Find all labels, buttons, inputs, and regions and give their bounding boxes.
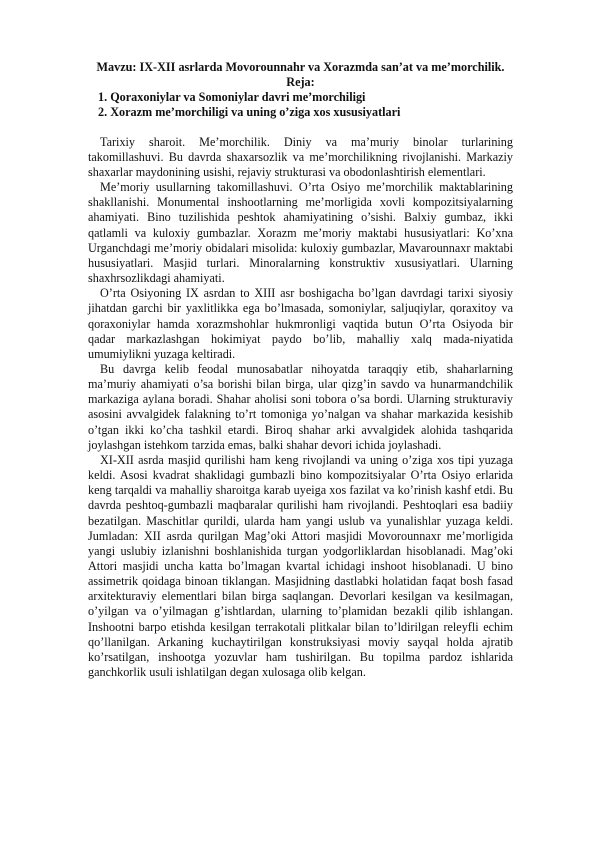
document-title: Mavzu: IX-XII asrlarda Movorounnahr va Xorazmda san’at va me’morchilik.: [96, 60, 505, 74]
paragraph-feudal-cities: Bu davrga kelib feodal munosabatlar nihoyatda taraqqiy etib, shaharlarning ma’muriy ahamiyati o’sa borishi bilan birga, ular qizg’in savdo va hunarmandchilik markaziga aylana boradi. Shahar aholisi soni tobora o’sa bordi. Ularning strukturaviy asosini avvalgidek falakning to’rt tomoniga yo’nalgan va shahar markazida kesishib o’tgan ikki ko’cha tashkil etardi. Biroq shahar arki avvalgidek alohida tashqarida joylashgan istehkom tarzida emas, balki shahar devori ichida joylashadi.: [88, 361, 513, 452]
plan-heading: Reja:: [286, 75, 315, 90]
document-page: [88, 60, 513, 680]
plan-item-2: 2. Xorazm me’morchiligi va uning o’ziga xos xususiyatlari: [98, 105, 401, 120]
paragraph-mosque-construction: XI-XII asrda masjid qurilishi ham keng rivojlandi va uning o’ziga xos tipi yuzaga keldi. Asosi kvadrat shaklidagi gumbazli bino kompozitsiyalar O’rta Osiyo erlarida keng tarqaldi va mahalliy sharoitga karab uyeiga xos fazilat va ko’rinish kashf etdi. Bu davrda peshtoq-gumbazli maqbaralar qurilishi ham rivojlandi. Peshtoqlari esa badiiy bezatilgan. Maschitlar qurildi, ularda ham yangi uslub va yunalishlar yuzaga keldi. Jumladan: XII asrda qurilgan Mag’oki Attori masjidi Movorounnaxr me’morligida yangi uslubiy izlanishni boshlanishida turgan yodgorliklardan hisoblanadi. Mag’oki Attori masjidi uncha katta bo’lmagan kvartal ichidagi inshoot hisoblanadi. U bino assimetrik qoidaga binoan tiklangan. Masjidning dastlabki holatidan faqat bosh fasad arxitekturaviy elementlari bilan birga saqlangan. Devorlari kesilgan va kesilmagan, o’yilgan va o’yilmagan g’ishtlardan, ularning to’plamidan bezakli qilib ishlangan. Inshootni barpo etishda kesilgan terrakotali plitkalar bilan to’ldirilgan releyfli echim qo’llanilgan. Arkaning kuchaytirilgan konstruksiyasi moviy sayqal holda ajratib ko’rsatilgan, inshootga yozuvlar ham tushirilgan. Bu topilma pardoz ishlarida ganchkorlik usuli ishlatilgan degan xulosaga olib kelgan.: [88, 452, 513, 680]
section-spacer: [88, 121, 513, 135]
paragraph-architectural-methods: Me’moriy usullarning takomillashuvi. O’rta Osiyo me’morchilik maktablarining shakllanishi. Monumental inshootlarning me’morligida xovli kompozitsiyalarning ahamiyati. Bino tuzilishida peshtok ahamiyatining o’sishi. Balxiy gumbaz, ikki qatlamli va kuloxiy gumbazlar. Xorazm me’moriy maktabi hususiyatlari: Ko’xna Urganchdagi me’moriy obidalari misolida: kuloxiy gumbazlar, Mavarounnaxr maktabi hususiyatlari. Masjid turlari. Minoralarning konstruktiv xususiyatlari. Ularning shaxhrsozlikdagi ahamiyati.: [88, 180, 513, 286]
plan-item-1: 1. Qoraxoniylar va Somoniylar davri me’morchiligi: [98, 90, 366, 105]
paragraph-historical-conditions: Tarixiy sharoit. Me’morchilik. Diniy va ma’muriy binolar turlarining takomillashuvi. Bu davrda shaxarsozlik va me’morchilikning rivojlanishi. Markaziy shaxarlar maydonining usishi, rejaviy strukturasi va obodonlashtirish elementlari.: [88, 134, 513, 179]
paragraph-central-asia-history: O’rta Osiyoning IX asrdan to XIII asr boshigacha bo’lgan davrdagi tarixi siyosiy jihatdan garchi bir yaxlitlikka ega bo’lmasada, somoniylar, saljuqiylar, qoraxitoy va qoraxoniylar hamda xorazmshohlar hukmronligi vaqtida butun O’rta Osiyoda bir qadar markazlashgan hokimiyat paydo bo’lib, mahalliy xalq mada-niyatida umumiylikni yuzaga keltiradi.: [88, 286, 513, 361]
